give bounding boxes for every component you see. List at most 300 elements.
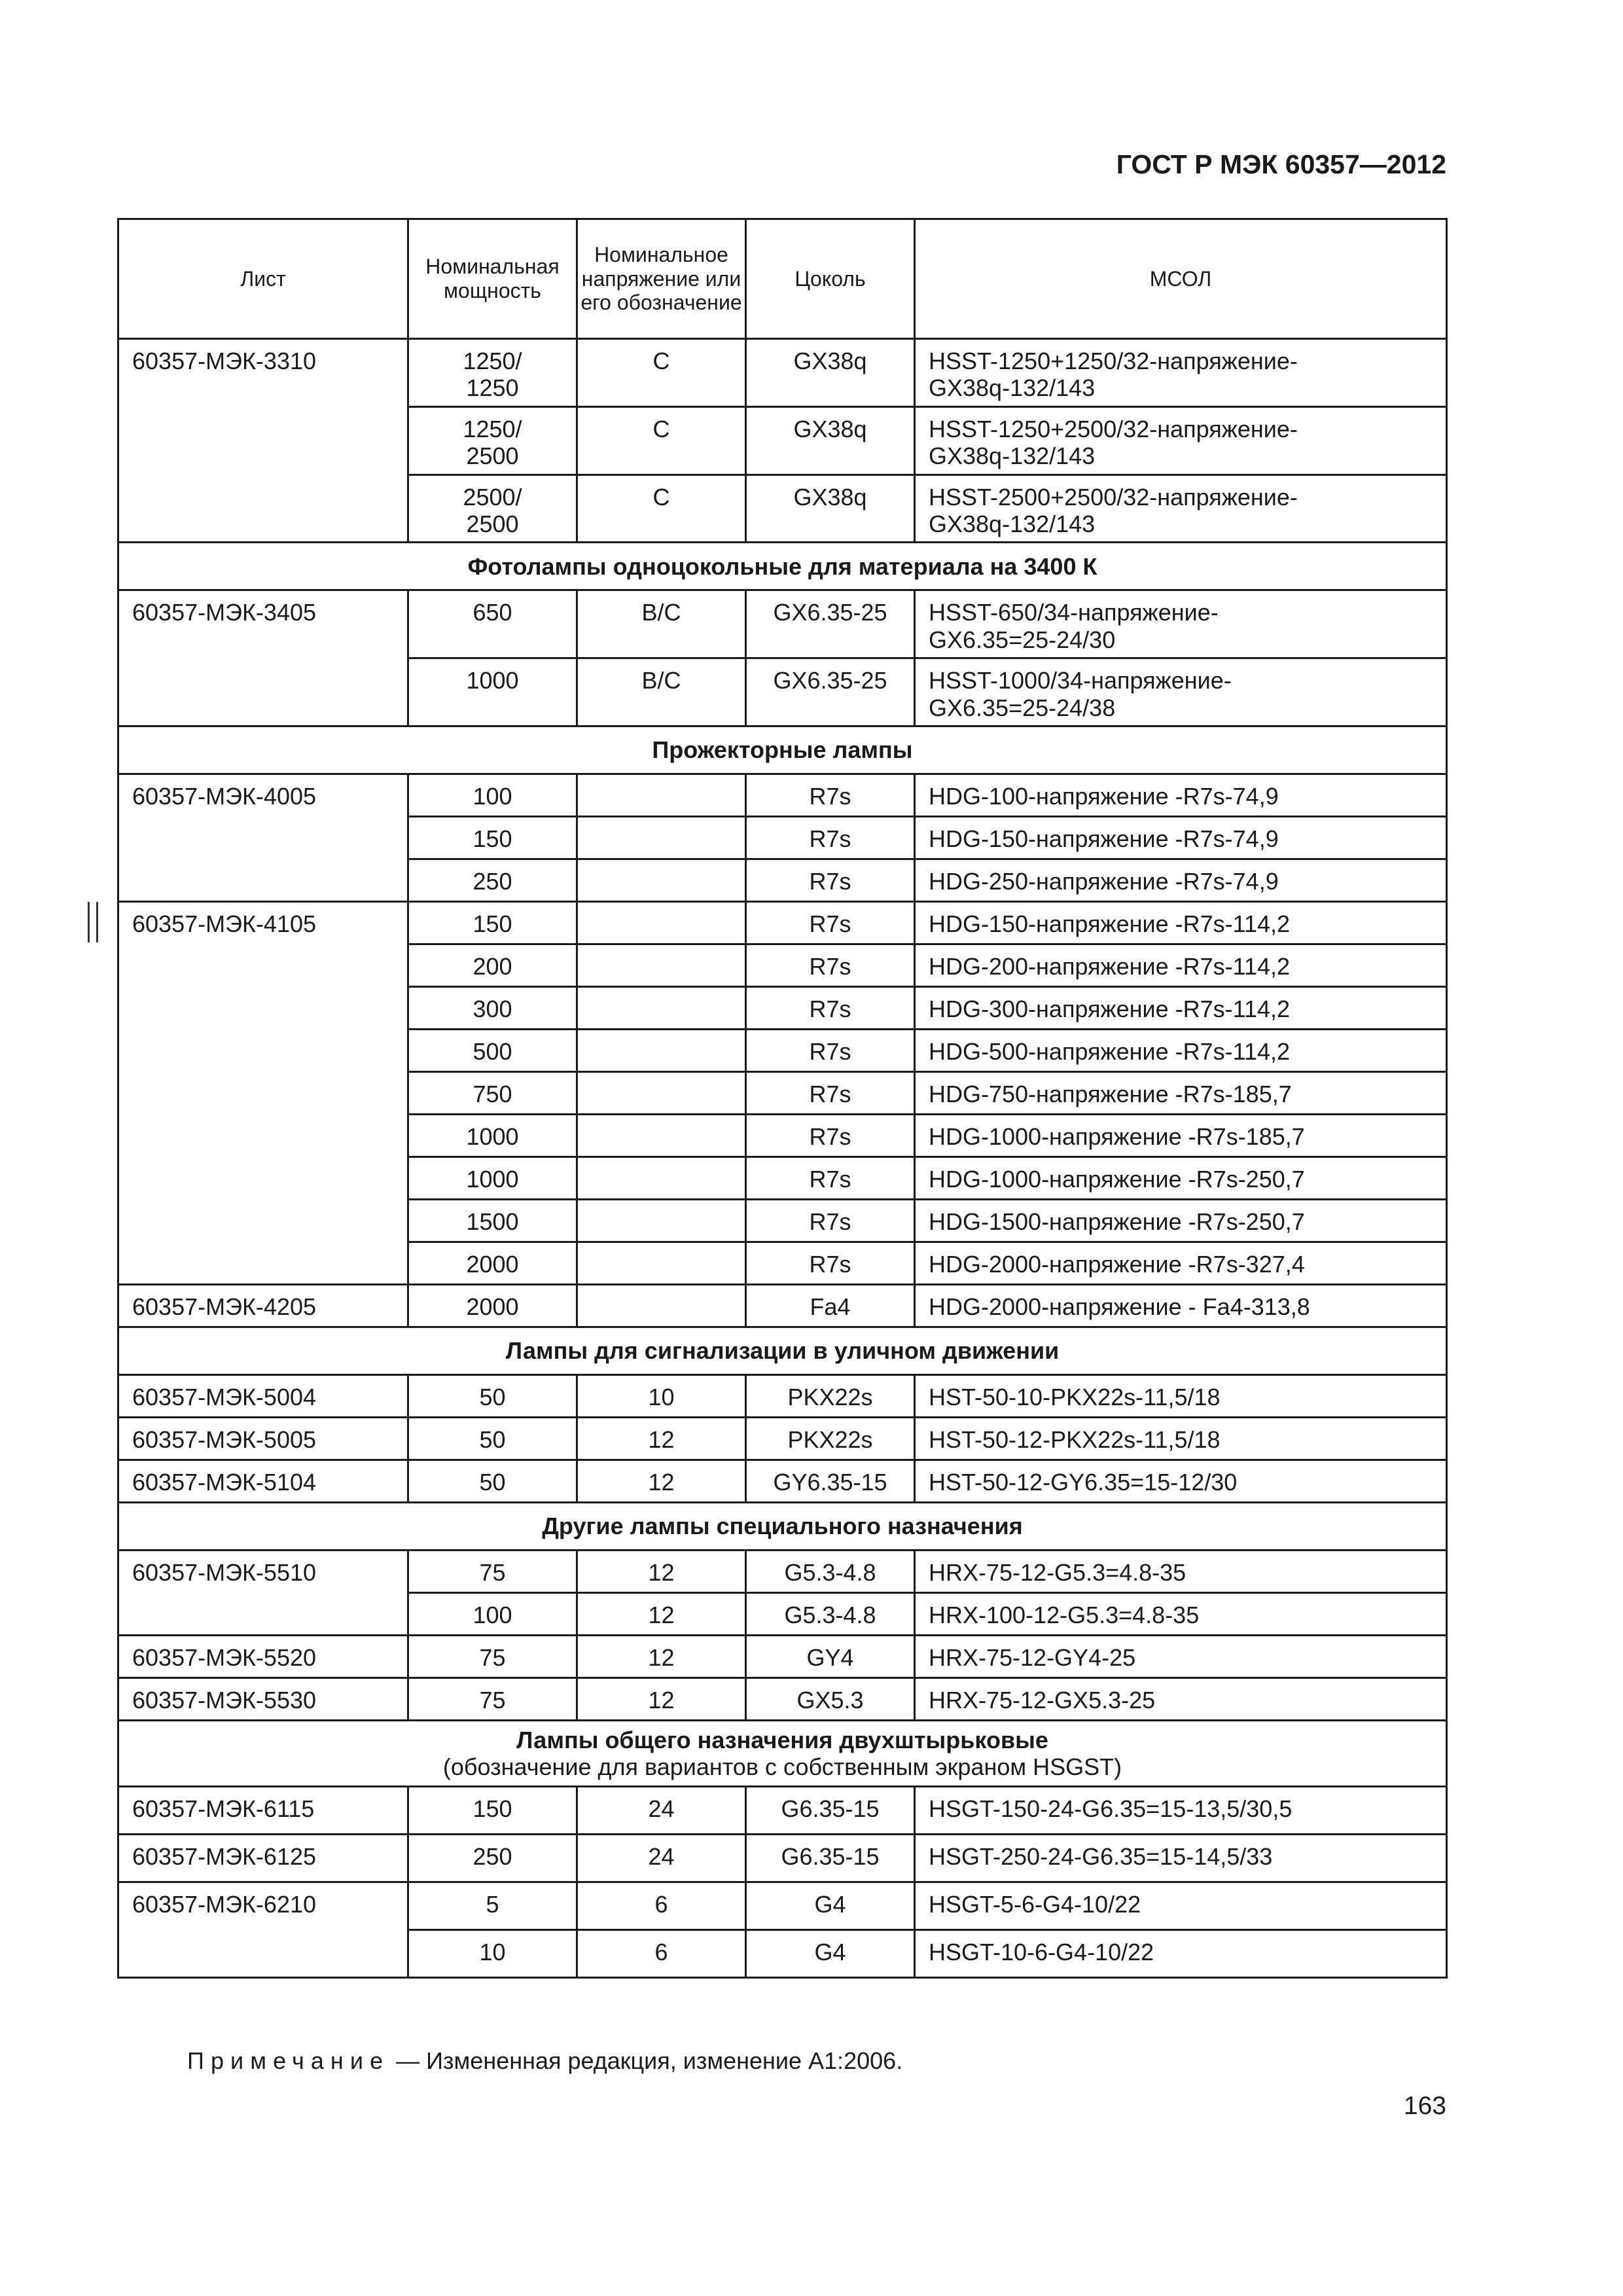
power-cell-text: 1250/ 1250 [463,348,522,402]
voltage-cell-text [578,1200,745,1212]
sheet-cell-text: 60357-МЭК-4005 [132,782,317,810]
mcol-cell [915,816,1447,859]
voltage-cell-text: 12 [648,1643,675,1671]
section-heading [118,1502,1447,1550]
power-cell-text: 250 [473,867,512,895]
power-cell-text: 50 [479,1468,506,1496]
voltage-cell-text: 12 [648,1686,675,1713]
power-cell-text: 150 [473,825,512,852]
base-cell [746,475,915,543]
sheet-cell-text: 60357-МЭК-5004 [132,1383,317,1410]
sheet-cell [118,774,408,901]
section-heading-wrap [119,1333,1446,1368]
sheet-cell [118,1550,408,1635]
base-cell-text: R7s [809,1080,851,1107]
mcol-cell-text: HDG-1500-напряжение -R7s-250,7 [929,1208,1305,1235]
sheet-cell-text: 60357-МЭК-6210 [132,1890,317,1918]
voltage-cell-text: 6 [654,1890,668,1918]
voltage-cell [577,1786,746,1834]
base-cell [746,1374,915,1417]
mcol-cell-text: HDG-2000-напряжение -R7s-327,4 [929,1250,1305,1278]
base-cell-text: R7s [809,1122,851,1150]
power-cell-text: 2000 [466,1250,519,1278]
mcol-cell [915,1929,1447,1977]
base-cell [746,1635,915,1677]
sheet-cell-text: 60357-МЭК-5005 [132,1426,317,1453]
sheet-cell [118,1374,408,1417]
power-cell [408,339,577,407]
table-row [118,1786,1447,1834]
power-cell [408,944,577,986]
sheet-cell [118,1834,408,1882]
power-cell-text: 300 [473,995,512,1022]
base-cell-text: R7s [809,1165,851,1193]
column-header-voltage: Номинальное напряжение или его обозначение [577,219,746,339]
document-designation: ГОСТ Р МЭК 60357—2012 [1116,149,1446,179]
voltage-cell [577,1882,746,1929]
voltage-cell [577,859,746,901]
note-text: — Измененная редакция, изменение А1:2006. [389,2047,903,2074]
mcol-cell [915,986,1447,1029]
section-title: Лампы для сигнализации в уличном движении [505,1337,1060,1365]
revision-bars [88,902,98,942]
base-cell-text: G5.3-4.8 [784,1601,876,1628]
page-number: 163 [1403,2092,1446,2120]
base-cell [746,1114,915,1157]
base-cell-text: GX6.35-25 [773,667,887,694]
mcol-cell [915,901,1447,944]
voltage-cell [577,339,746,407]
sheet-cell [118,1417,408,1460]
base-cell [746,406,915,475]
section-heading [118,1327,1447,1374]
mcol-cell [915,658,1447,726]
voltage-cell [577,1635,746,1677]
mcol-cell [915,1460,1447,1502]
section-heading-wrap [119,732,1446,767]
section-title: Прожекторные лампы [652,736,913,764]
sheet-cell [118,1677,408,1720]
voltage-cell [577,1417,746,1460]
base-cell-text: R7s [809,867,851,895]
table-row [118,1677,1447,1720]
mcol-cell-text: HRX-75-12-G5.3=4.8-35 [929,1558,1186,1586]
base-cell [746,1417,915,1460]
power-cell [408,859,577,901]
power-cell-text: 75 [479,1686,506,1713]
base-cell-text: R7s [809,1250,851,1278]
mcol-cell-text: HST-50-12-PKX22s-11,5/18 [929,1426,1221,1453]
mcol-cell [915,1374,1447,1417]
base-cell [746,816,915,859]
section-row [118,726,1447,774]
voltage-cell [577,1460,746,1502]
sheet-cell-text: 60357-МЭК-6115 [132,1795,315,1822]
voltage-cell-text [578,945,745,957]
voltage-cell [577,816,746,859]
sheet-cell-text: 60357-МЭК-5510 [132,1558,317,1586]
mcol-cell [915,1592,1447,1635]
table-body [118,339,1447,1978]
base-cell [746,590,915,658]
voltage-cell-text: 12 [648,1558,675,1586]
base-cell [746,859,915,901]
mcol-cell-text: HST-50-10-PKX22s-11,5/18 [929,1383,1221,1410]
mcol-cell [915,1417,1447,1460]
base-cell [746,901,915,944]
mcol-cell-text: HSGT-250-24-G6.35=15-14,5/33 [929,1842,1273,1870]
base-cell [746,1157,915,1199]
power-cell-text: 5 [486,1890,499,1918]
voltage-cell-text: 6 [654,1938,668,1965]
voltage-cell-text [578,860,745,872]
base-cell [746,1242,915,1284]
voltage-cell-text: 24 [648,1795,675,1822]
mcol-cell-text: HDG-200-напряжение -R7s-114,2 [929,952,1291,980]
mcol-cell [915,475,1447,543]
base-cell-text: GX5.3 [796,1686,864,1713]
section-title: Другие лампы специального назначения [542,1513,1023,1540]
base-cell-text: R7s [809,1208,851,1235]
table-row [118,1834,1447,1882]
power-cell-text: 100 [473,782,512,810]
mcol-cell [915,1157,1447,1199]
base-cell [746,1550,915,1592]
table-row [118,774,1447,816]
section-row [118,543,1447,590]
power-cell-text: 2500/ 2500 [463,483,522,537]
base-cell-text: R7s [809,995,851,1022]
base-cell-text: GX38q [793,483,867,511]
mcol-cell-text: HDG-100-напряжение -R7s-74,9 [929,782,1279,810]
mcol-cell [915,774,1447,816]
voltage-cell-text [578,1073,745,1085]
sheet-cell-text: 60357-МЭК-5520 [132,1643,317,1671]
table-row [118,1374,1447,1417]
power-cell [408,1592,577,1635]
base-cell [746,1834,915,1882]
mcol-cell-text: HDG-1000-напряжение -R7s-185,7 [929,1122,1305,1150]
mcol-cell-text: HST-50-12-GY6.35=15-12/30 [929,1468,1238,1496]
voltage-cell [577,1199,746,1242]
power-cell [408,1199,577,1242]
voltage-cell-text: C [652,483,670,511]
base-cell-text: GX6.35-25 [773,599,887,626]
column-header-sheet: Лист [118,219,408,339]
voltage-cell-text: 12 [648,1601,675,1628]
table-header-row [118,219,1447,339]
base-cell-text: GY6.35-15 [773,1468,887,1496]
table-row [118,1882,1447,1929]
section-heading [118,1720,1447,1786]
section-heading-wrap [119,1723,1446,1785]
power-cell [408,1374,577,1417]
base-cell [746,339,915,407]
mcol-cell [915,859,1447,901]
base-cell-text: GX38q [793,348,867,374]
sheet-cell-text: 60357-МЭК-5104 [132,1468,317,1496]
section-heading [118,543,1447,590]
power-cell-text: 200 [473,952,512,980]
voltage-cell-text: B/C [641,667,681,694]
base-cell-text: G6.35-15 [781,1842,880,1870]
voltage-cell-text: 10 [648,1383,675,1410]
power-cell [408,406,577,475]
sheet-cell-text: 60357-МЭК-4105 [132,910,317,937]
power-cell-text: 1500 [466,1208,519,1235]
base-cell-text: R7s [809,952,851,980]
base-cell [746,1677,915,1720]
voltage-cell-text: B/C [641,599,681,626]
power-cell [408,901,577,944]
section-row [118,1720,1447,1786]
voltage-cell [577,1929,746,1977]
power-cell-text: 50 [479,1426,506,1453]
power-cell-text: 50 [479,1383,506,1410]
voltage-cell [577,901,746,944]
section-title: Фотолампы одноцокольные для материала на 3400 К [467,552,1097,580]
mcol-cell [915,1834,1447,1882]
base-cell [746,986,915,1029]
voltage-cell [577,1157,746,1199]
base-cell [746,1071,915,1114]
mcol-cell-text: HSST-1000/34-напряжение- GX6.35=25-24/38 [929,667,1232,721]
voltage-cell [577,1592,746,1635]
voltage-cell [577,944,746,986]
power-cell [408,1071,577,1114]
section-subtitle: (обозначение для вариантов с собственным экраном HSGST) [442,1753,1122,1780]
power-cell-text: 150 [473,1795,512,1822]
voltage-cell [577,1550,746,1592]
power-cell-text: 1000 [466,1122,519,1150]
base-cell-text: GY4 [806,1643,854,1671]
power-cell-text: 100 [473,1601,512,1628]
base-cell-text: R7s [809,825,851,852]
base-cell-text: G4 [814,1938,846,1965]
voltage-cell-text [578,817,745,829]
power-cell-text: 1000 [466,1165,519,1193]
base-cell-text: G4 [814,1890,846,1918]
table-row [118,339,1447,407]
mcol-cell [915,1242,1447,1284]
power-cell [408,1929,577,1977]
sheet-cell [118,1635,408,1677]
base-cell [746,1199,915,1242]
power-cell-text: 150 [473,910,512,937]
power-cell [408,1114,577,1157]
power-cell [408,1284,577,1327]
mcol-cell [915,1199,1447,1242]
power-cell-text: 2000 [466,1293,519,1320]
table-row [118,590,1447,658]
note-label: Примечание [187,2047,390,2074]
mcol-cell [915,1550,1447,1592]
column-header-power: Номинальная мощность [408,219,577,339]
base-cell [746,658,915,726]
section-heading [118,726,1447,774]
sheet-cell-text: 60357-МЭК-3310 [132,348,317,374]
voltage-cell-text [578,1285,745,1297]
base-cell [746,774,915,816]
mcol-cell-text: HDG-500-напряжение -R7s-114,2 [929,1037,1291,1065]
base-cell-text: Fa4 [810,1293,851,1320]
mcol-cell [915,1882,1447,1929]
sheet-cell [118,1460,408,1502]
mcol-cell-text: HSGT-150-24-G6.35=15-13,5/30,5 [929,1795,1293,1822]
mcol-cell-text: HDG-300-напряжение -R7s-114,2 [929,995,1291,1022]
base-cell [746,1284,915,1327]
voltage-cell-text [578,775,745,787]
table-row [118,1417,1447,1460]
mcol-cell-text: HDG-750-напряжение -R7s-185,7 [929,1080,1292,1107]
mcol-cell-text: HSST-1250+2500/32-напряжение- GX38q-132/143 [929,415,1298,470]
voltage-cell [577,658,746,726]
voltage-cell [577,1284,746,1327]
mcol-cell [915,590,1447,658]
base-cell-text: GX38q [793,415,867,442]
voltage-cell-text: 12 [648,1468,675,1496]
sheet-cell [118,1284,408,1327]
mcol-cell-text: HSST-650/34-напряжение- GX6.35=25-24/30 [929,599,1219,653]
voltage-cell [577,1114,746,1157]
power-cell [408,816,577,859]
power-cell-text: 10 [479,1938,506,1965]
voltage-cell [577,1242,746,1284]
mcol-cell-text: HRX-100-12-G5.3=4.8-35 [929,1601,1200,1628]
section-row [118,1502,1447,1550]
mcol-cell [915,1114,1447,1157]
power-cell [408,1242,577,1284]
base-cell [746,1882,915,1929]
voltage-cell-text: C [652,348,670,374]
power-cell [408,1786,577,1834]
base-cell [746,1786,915,1834]
power-cell [408,1834,577,1882]
sheet-cell-text: 60357-МЭК-4205 [132,1293,317,1320]
sheet-cell [118,1786,408,1834]
voltage-cell-text [578,1030,745,1042]
mcol-cell [915,339,1447,407]
voltage-cell-text [578,1243,745,1255]
power-cell [408,1157,577,1199]
power-cell-text: 1250/ 2500 [463,415,522,470]
mcol-cell [915,406,1447,475]
power-cell [408,1029,577,1071]
mcol-cell-text: HDG-1000-напряжение -R7s-250,7 [929,1165,1305,1193]
base-cell [746,1592,915,1635]
sheet-cell-text: 60357-МЭК-6125 [132,1842,317,1870]
mcol-cell-text: HDG-250-напряжение -R7s-74,9 [929,867,1279,895]
power-cell [408,1677,577,1720]
column-header-mcol: МСОЛ [915,219,1447,339]
voltage-cell-text [578,988,745,999]
base-cell-text: R7s [809,1037,851,1065]
mcol-cell-text: HRX-75-12-GX5.3-25 [929,1686,1156,1713]
base-cell-text: R7s [809,910,851,937]
mcol-cell-text: HSST-2500+2500/32-напряжение- GX38q-132/143 [929,483,1298,537]
mcol-cell [915,1786,1447,1834]
base-cell [746,1929,915,1977]
base-cell [746,944,915,986]
mcol-cell [915,1029,1447,1071]
section-heading-wrap [119,1509,1446,1543]
power-cell [408,1635,577,1677]
mcol-cell-text: HRX-75-12-GY4-25 [929,1643,1136,1671]
mcol-cell [915,1677,1447,1720]
power-cell-text: 75 [479,1558,506,1586]
base-cell-text: PKX22s [787,1426,873,1453]
section-heading-wrap [119,549,1446,584]
power-cell [408,774,577,816]
power-cell [408,1882,577,1929]
voltage-cell-text: 12 [648,1426,675,1453]
mcol-cell-text: HSGT-5-6-G4-10/22 [929,1890,1141,1918]
voltage-cell [577,1071,746,1114]
voltage-cell-text [578,903,745,914]
base-cell-text: PKX22s [787,1383,873,1410]
sheet-cell [118,590,408,726]
power-cell-text: 650 [473,599,512,626]
mcol-cell-text: HDG-2000-напряжение - Fa4-313,8 [929,1293,1310,1320]
base-cell-text: G6.35-15 [781,1795,880,1822]
power-cell [408,1550,577,1592]
power-cell [408,986,577,1029]
power-cell [408,590,577,658]
base-cell-text: R7s [809,782,851,810]
voltage-cell-text: 24 [648,1842,675,1870]
lamp-sheets-table [117,218,1448,1979]
voltage-cell [577,1029,746,1071]
sheet-cell-text: 60357-МЭК-5530 [132,1686,317,1713]
table-row [118,901,1447,944]
sheet-cell [118,901,408,1284]
voltage-cell [577,986,746,1029]
table-row [118,1460,1447,1502]
power-cell-text: 1000 [466,667,519,694]
voltage-cell-text [578,1115,745,1127]
power-cell-text: 250 [473,1842,512,1870]
power-cell-text: 750 [473,1080,512,1107]
table-row [118,1284,1447,1327]
mcol-cell-text: HSGT-10-6-G4-10/22 [929,1938,1154,1965]
table-row [118,1550,1447,1592]
power-cell [408,1460,577,1502]
base-cell [746,1460,915,1502]
voltage-cell-text: C [652,415,670,442]
sheet-cell [118,339,408,543]
column-header-base: Цоколь [746,219,915,339]
mcol-cell-text: HDG-150-напряжение -R7s-74,9 [929,825,1279,852]
voltage-cell [577,774,746,816]
power-cell [408,475,577,543]
mcol-cell [915,944,1447,986]
sheet-cell-text: 60357-МЭК-3405 [132,599,317,626]
mcol-cell [915,1071,1447,1114]
section-row [118,1327,1447,1374]
base-cell-text: G5.3-4.8 [784,1558,876,1586]
section-title: Лампы общего назначения двухштырьковые [516,1726,1048,1753]
footnote [187,2047,902,2075]
voltage-cell-text [578,1158,745,1170]
power-cell [408,658,577,726]
mcol-cell [915,1284,1447,1327]
table-row [118,1635,1447,1677]
voltage-cell [577,406,746,475]
mcol-cell-text: HSST-1250+1250/32-напряжение- GX38q-132/143 [929,348,1298,402]
sheet-cell [118,1882,408,1977]
voltage-cell [577,1834,746,1882]
power-cell [408,1417,577,1460]
